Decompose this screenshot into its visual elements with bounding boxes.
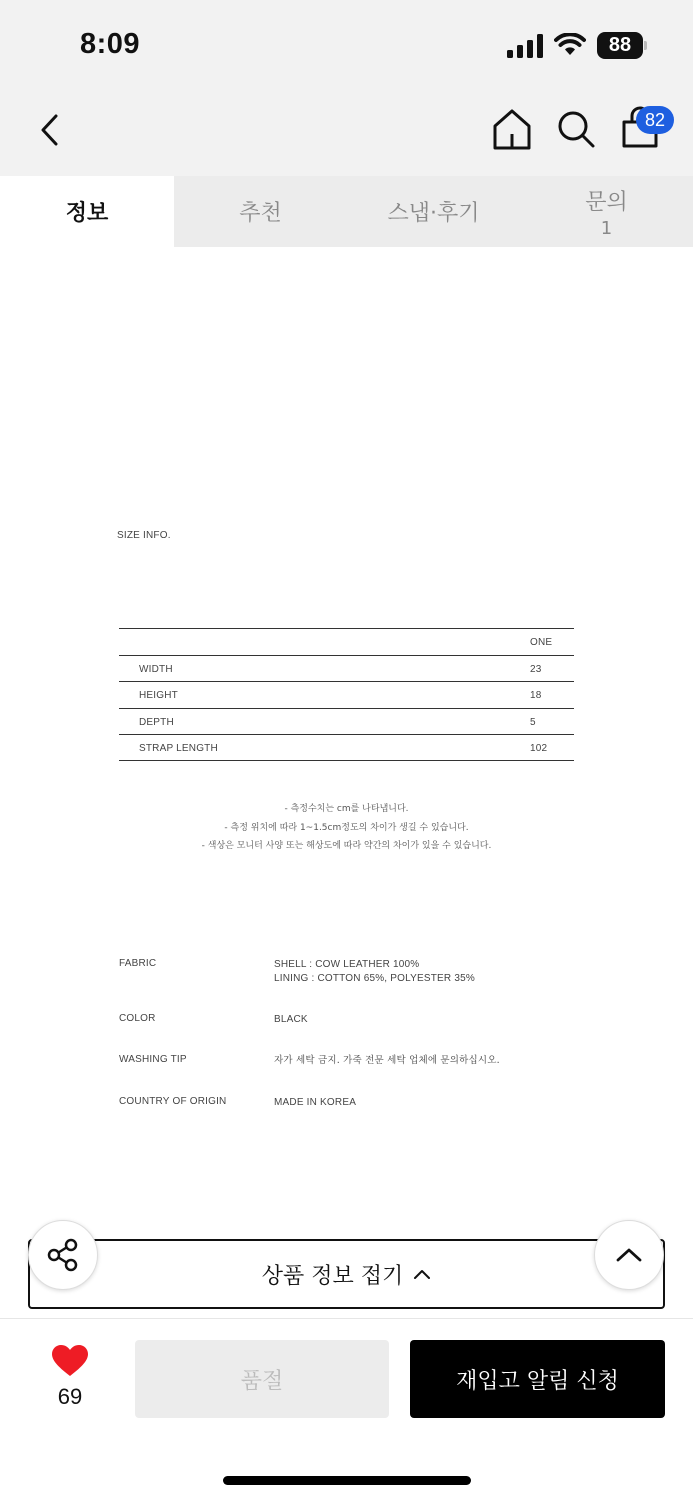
tab-label: 정보 [65,201,109,226]
size-label: WIDTH [139,663,173,675]
size-table [119,628,574,761]
search-icon[interactable] [555,108,597,150]
table-row [119,708,574,735]
size-value: 18 [530,690,542,701]
tab-recommend[interactable] [174,176,347,247]
tab-count: 1 [600,217,613,239]
size-value: 102 [530,743,548,754]
restock-alert-button[interactable] [410,1340,665,1418]
spec-label: COLOR [119,1013,156,1024]
collapse-info-button[interactable] [28,1239,665,1309]
product-tabs [0,176,693,247]
note-line: - 측정수치는 cm를 나타냅니다. [284,804,409,814]
size-value: 5 [530,716,536,728]
tab-label: 스냅·후기 [387,201,480,226]
size-info-title: SIZE INFO. [117,530,171,541]
tab-info[interactable] [0,176,174,247]
status-time: 8:09 [80,28,141,60]
soldout-button[interactable] [135,1340,389,1418]
like-button[interactable] [48,1344,92,1382]
spec-label: COUNTRY OF ORIGIN [119,1096,227,1107]
battery-level: 88 [608,34,632,56]
share-button[interactable] [28,1220,98,1290]
like-count: 69 [57,1384,83,1409]
spec-washing [119,1054,574,1070]
battery-indicator [597,32,647,59]
spec-value: 자가 세탁 금지. 가죽 전문 세탁 업체에 문의하십시오. [274,1055,500,1066]
collapse-info-label: 상품 정보 접기 [261,1263,404,1289]
size-column-header: ONE [530,637,553,648]
tab-snap-review[interactable] [347,176,520,247]
scroll-to-top-button[interactable] [594,1220,664,1290]
spec-value: SHELL : COW LEATHER 100% [274,959,420,970]
soldout-label: 품절 [240,1368,284,1394]
cellular-signal-icon [507,34,543,58]
chevron-up-icon [413,1268,431,1280]
table-row [119,734,574,761]
cart-count-badge: 82 [636,106,674,134]
share-icon [46,1238,80,1272]
table-header-row [119,628,574,655]
table-row [119,655,574,682]
tab-label: 추천 [239,201,282,226]
table-row [119,681,574,708]
size-label: HEIGHT [139,690,178,701]
note-line: - 측정 위치에 따라 1~1.5cm정도의 차이가 생길 수 있습니다. [224,822,469,833]
spec-label: WASHING TIP [119,1054,187,1065]
spec-color [119,1013,574,1029]
tab-inquiry[interactable] [520,176,693,247]
spec-value: BLACK [274,1014,308,1025]
restock-alert-label: 재입고 알림 신청 [456,1368,619,1394]
spec-fabric [119,958,574,988]
spec-value: LINING : COTTON 65%, POLYESTER 35% [274,973,475,984]
size-notes [119,800,574,856]
size-label: DEPTH [139,716,174,728]
size-value: 23 [530,663,542,675]
heart-icon [51,1344,89,1378]
chevron-up-icon [614,1245,644,1265]
home-indicator[interactable] [223,1476,471,1485]
wifi-icon [554,33,586,57]
note-line: - 색상은 모니터 사양 또는 해상도에 따라 약간의 차이가 있을 수 있습니다. [201,841,492,851]
home-icon[interactable] [490,106,534,152]
spec-origin [119,1096,574,1112]
back-icon[interactable] [34,108,70,152]
spec-value: MADE IN KOREA [274,1097,357,1108]
battery-cap [644,41,647,50]
size-label: STRAP LENGTH [139,743,218,754]
spec-label: FABRIC [119,958,157,969]
tab-label: 문의 [585,189,628,215]
